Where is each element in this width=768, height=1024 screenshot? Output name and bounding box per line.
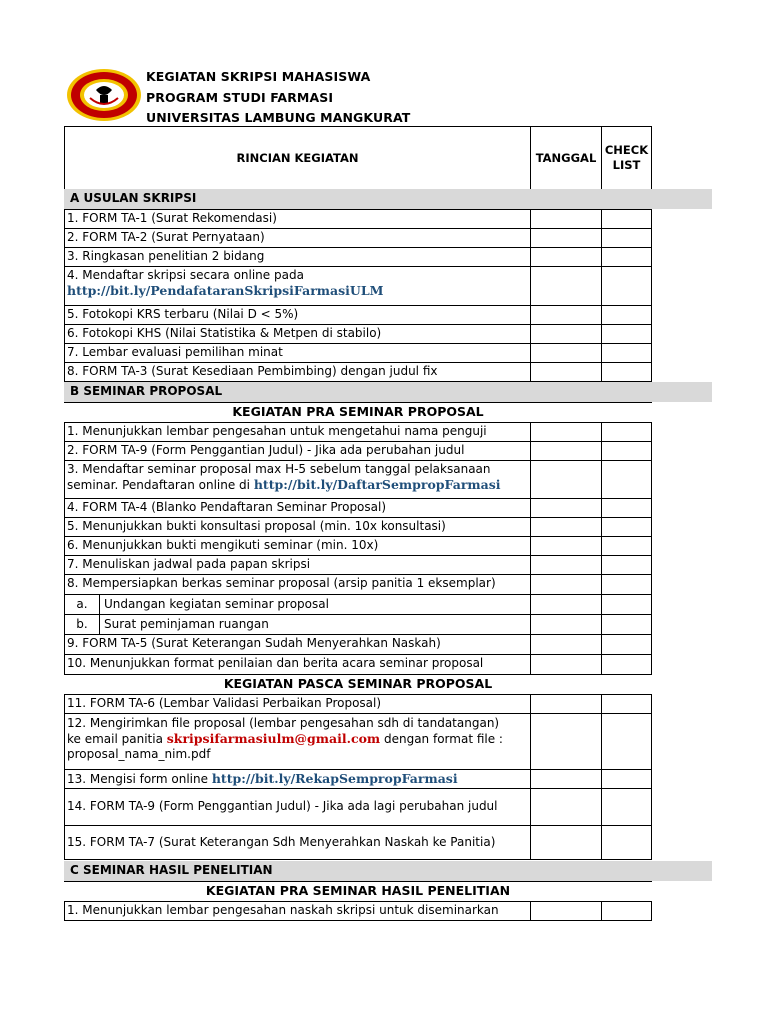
item-c1: 1. Menunjukkan lembar pengesahan naskah skripsi untuk diseminarkan (64, 901, 531, 921)
item-b9: 9. FORM TA-5 (Surat Keterangan Sudah Menyerahkan Naskah) (64, 634, 531, 655)
item-b1: 1. Menunjukkan lembar pengesahan untuk mengetahui nama penguji (64, 422, 531, 442)
check-cell[interactable] (601, 209, 652, 229)
tanggal-cell[interactable] (530, 247, 602, 267)
item-b15: 15. FORM TA-7 (Surat Keterangan Sdh Menyerahkan Naskah ke Panitia) (64, 825, 531, 860)
section-a-title: A USULAN SKRIPSI (70, 191, 197, 205)
item-b4: 4. FORM TA-4 (Blanko Pendaftaran Seminar Proposal) (64, 498, 531, 518)
tanggal-cell[interactable] (530, 460, 602, 499)
tanggal-cell[interactable] (530, 825, 602, 860)
tanggal-cell[interactable] (530, 769, 602, 789)
tanggal-cell[interactable] (530, 654, 602, 675)
check-cell[interactable] (601, 305, 652, 325)
tanggal-cell[interactable] (530, 634, 602, 655)
item-a5: 5. Fotokopi KRS terbaru (Nilai D < 5%) (64, 305, 531, 325)
item-a6: 6. Fotokopi KHS (Nilai Statistika & Metpen di stabilo) (64, 324, 531, 344)
tanggal-cell[interactable] (530, 324, 602, 344)
item-a4-text: 4. Mendaftar skripsi secara online pada (67, 268, 304, 282)
check-cell[interactable] (601, 422, 652, 442)
tanggal-cell[interactable] (530, 498, 602, 518)
section-b-title: B SEMINAR PROPOSAL (70, 384, 223, 398)
item-b3-text: 3. Mendaftar seminar proposal max H-5 sebelum tanggal pelaksanaan (67, 462, 491, 476)
column-rincian: RINCIAN KEGIATAN (64, 126, 531, 190)
university-logo (66, 68, 142, 122)
tanggal-cell[interactable] (530, 901, 602, 921)
item-b14: 14. FORM TA-9 (Form Penggantian Judul) - Jika ada lagi perubahan judul (64, 788, 531, 826)
section-c-header (64, 861, 712, 881)
tanggal-cell[interactable] (530, 266, 602, 306)
item-b12-email-prefix: ke email panitia (67, 732, 163, 746)
item-b8: 8. Mempersiapkan berkas seminar proposal (arsip panitia 1 eksemplar) (64, 574, 531, 595)
section-b-header (64, 382, 712, 402)
tanggal-cell[interactable] (530, 594, 602, 615)
sub-item-marker: b. (64, 614, 100, 635)
sub-item-a: Undangan kegiatan seminar proposal (99, 594, 531, 615)
tanggal-cell[interactable] (530, 305, 602, 325)
item-a1: 1. FORM TA-1 (Surat Rekomendasi) (64, 209, 531, 229)
check-cell[interactable] (601, 654, 652, 675)
check-cell[interactable] (601, 343, 652, 363)
header-title-line2: PROGRAM STUDI FARMASI (146, 89, 334, 105)
item-b10: 10. Menunjukkan format penilaian dan berita acara seminar proposal (64, 654, 531, 675)
pra-seminar-proposal-title: KEGIATAN PRA SEMINAR PROPOSAL (232, 404, 484, 419)
item-b13-text: 13. Mengisi form online (67, 772, 208, 786)
check-cell[interactable] (601, 460, 652, 499)
check-cell[interactable] (601, 498, 652, 518)
section-a-header (64, 189, 712, 209)
item-b12 (64, 713, 531, 770)
item-a2: 2. FORM TA-2 (Surat Pernyataan) (64, 228, 531, 248)
check-cell[interactable] (601, 324, 652, 344)
tanggal-cell[interactable] (530, 788, 602, 826)
tanggal-cell[interactable] (530, 694, 602, 714)
item-b2: 2. FORM TA-9 (Form Penggantian Judul) - Jika ada perubahan judul (64, 441, 531, 461)
tanggal-cell[interactable] (530, 228, 602, 248)
divider (64, 402, 652, 403)
check-cell[interactable] (601, 825, 652, 860)
tanggal-cell[interactable] (530, 536, 602, 556)
item-a8: 8. FORM TA-3 (Surat Kesediaan Pembimbing) dengan judul fix (64, 362, 531, 382)
tanggal-cell[interactable] (530, 713, 602, 770)
check-cell[interactable] (601, 228, 652, 248)
pendaftaran-skripsi-link[interactable]: http://bit.ly/PendafataranSkripsiFarmasiULM (67, 283, 384, 298)
check-cell[interactable] (601, 441, 652, 461)
sub-item-marker: a. (64, 594, 100, 615)
item-a4 (64, 266, 531, 306)
pra-seminar-hasil-title: KEGIATAN PRA SEMINAR HASIL PENELITIAN (205, 883, 511, 898)
sub-item-b: Surat peminjaman ruangan (99, 614, 531, 635)
item-a3: 3. Ringkasan penelitian 2 bidang (64, 247, 531, 267)
check-cell[interactable] (601, 266, 652, 306)
item-b12-format: dengan format file : (383, 732, 503, 746)
check-cell[interactable] (601, 769, 652, 789)
item-b3-text-cont: seminar. Pendaftaran online di (67, 478, 250, 492)
divider (64, 881, 652, 882)
check-cell[interactable] (601, 614, 652, 635)
item-b12-text: 12. Mengirimkan file proposal (lembar pengesahan sdh di tandatangan) (67, 716, 500, 730)
tanggal-cell[interactable] (530, 555, 602, 575)
tanggal-cell[interactable] (530, 441, 602, 461)
item-b11: 11. FORM TA-6 (Lembar Validasi Perbaikan Proposal) (64, 694, 531, 714)
rekap-semprop-link[interactable]: http://bit.ly/RekapSempropFarmasi (211, 771, 458, 786)
column-tanggal: TANGGAL (530, 126, 602, 190)
document-header (64, 64, 664, 126)
header-titles (146, 67, 410, 129)
check-cell[interactable] (601, 901, 652, 921)
item-b5: 5. Menunjukkan bukti konsultasi proposal (min. 10x konsultasi) (64, 517, 531, 537)
item-b13 (64, 769, 531, 789)
header-title-line3: UNIVERSITAS LAMBUNG MANGKURAT (146, 110, 411, 125)
check-cell[interactable] (601, 788, 652, 826)
tanggal-cell[interactable] (530, 517, 602, 537)
item-b6: 6. Menunjukkan bukti mengikuti seminar (min. 10x) (64, 536, 531, 556)
tanggal-cell[interactable] (530, 209, 602, 229)
item-b12-filename: proposal_nama_nim.pdf (67, 747, 211, 761)
check-cell[interactable] (601, 634, 652, 655)
check-cell[interactable] (601, 362, 652, 382)
check-cell[interactable] (601, 517, 652, 537)
header-title-line1: KEGIATAN SKRIPSI MAHASISWA (146, 69, 371, 84)
tanggal-cell[interactable] (530, 422, 602, 442)
pasca-seminar-proposal-title: KEGIATAN PASCA SEMINAR PROPOSAL (223, 676, 493, 691)
tanggal-cell[interactable] (530, 362, 602, 382)
check-cell[interactable] (601, 536, 652, 556)
check-cell[interactable] (601, 555, 652, 575)
tanggal-cell[interactable] (530, 614, 602, 635)
item-a7: 7. Lembar evaluasi pemilihan minat (64, 343, 531, 363)
check-cell[interactable] (601, 247, 652, 267)
item-b3 (64, 460, 531, 499)
tanggal-cell[interactable] (530, 343, 602, 363)
panitia-email-link[interactable]: skripsifarmasiulm@gmail.com (166, 731, 381, 746)
item-b12-line2 (67, 731, 528, 747)
daftar-semprop-link[interactable]: http://bit.ly/DaftarSempropFarmasi (253, 477, 501, 492)
item-b7: 7. Menuliskan jadwal pada papan skripsi (64, 555, 531, 575)
tanggal-cell[interactable] (530, 574, 602, 595)
check-cell[interactable] (601, 574, 652, 595)
check-cell[interactable] (601, 713, 652, 770)
column-check-list: CHECK LIST (601, 126, 652, 190)
check-cell[interactable] (601, 594, 652, 615)
check-cell[interactable] (601, 694, 652, 714)
section-c-title: C SEMINAR HASIL PENELITIAN (70, 863, 273, 877)
